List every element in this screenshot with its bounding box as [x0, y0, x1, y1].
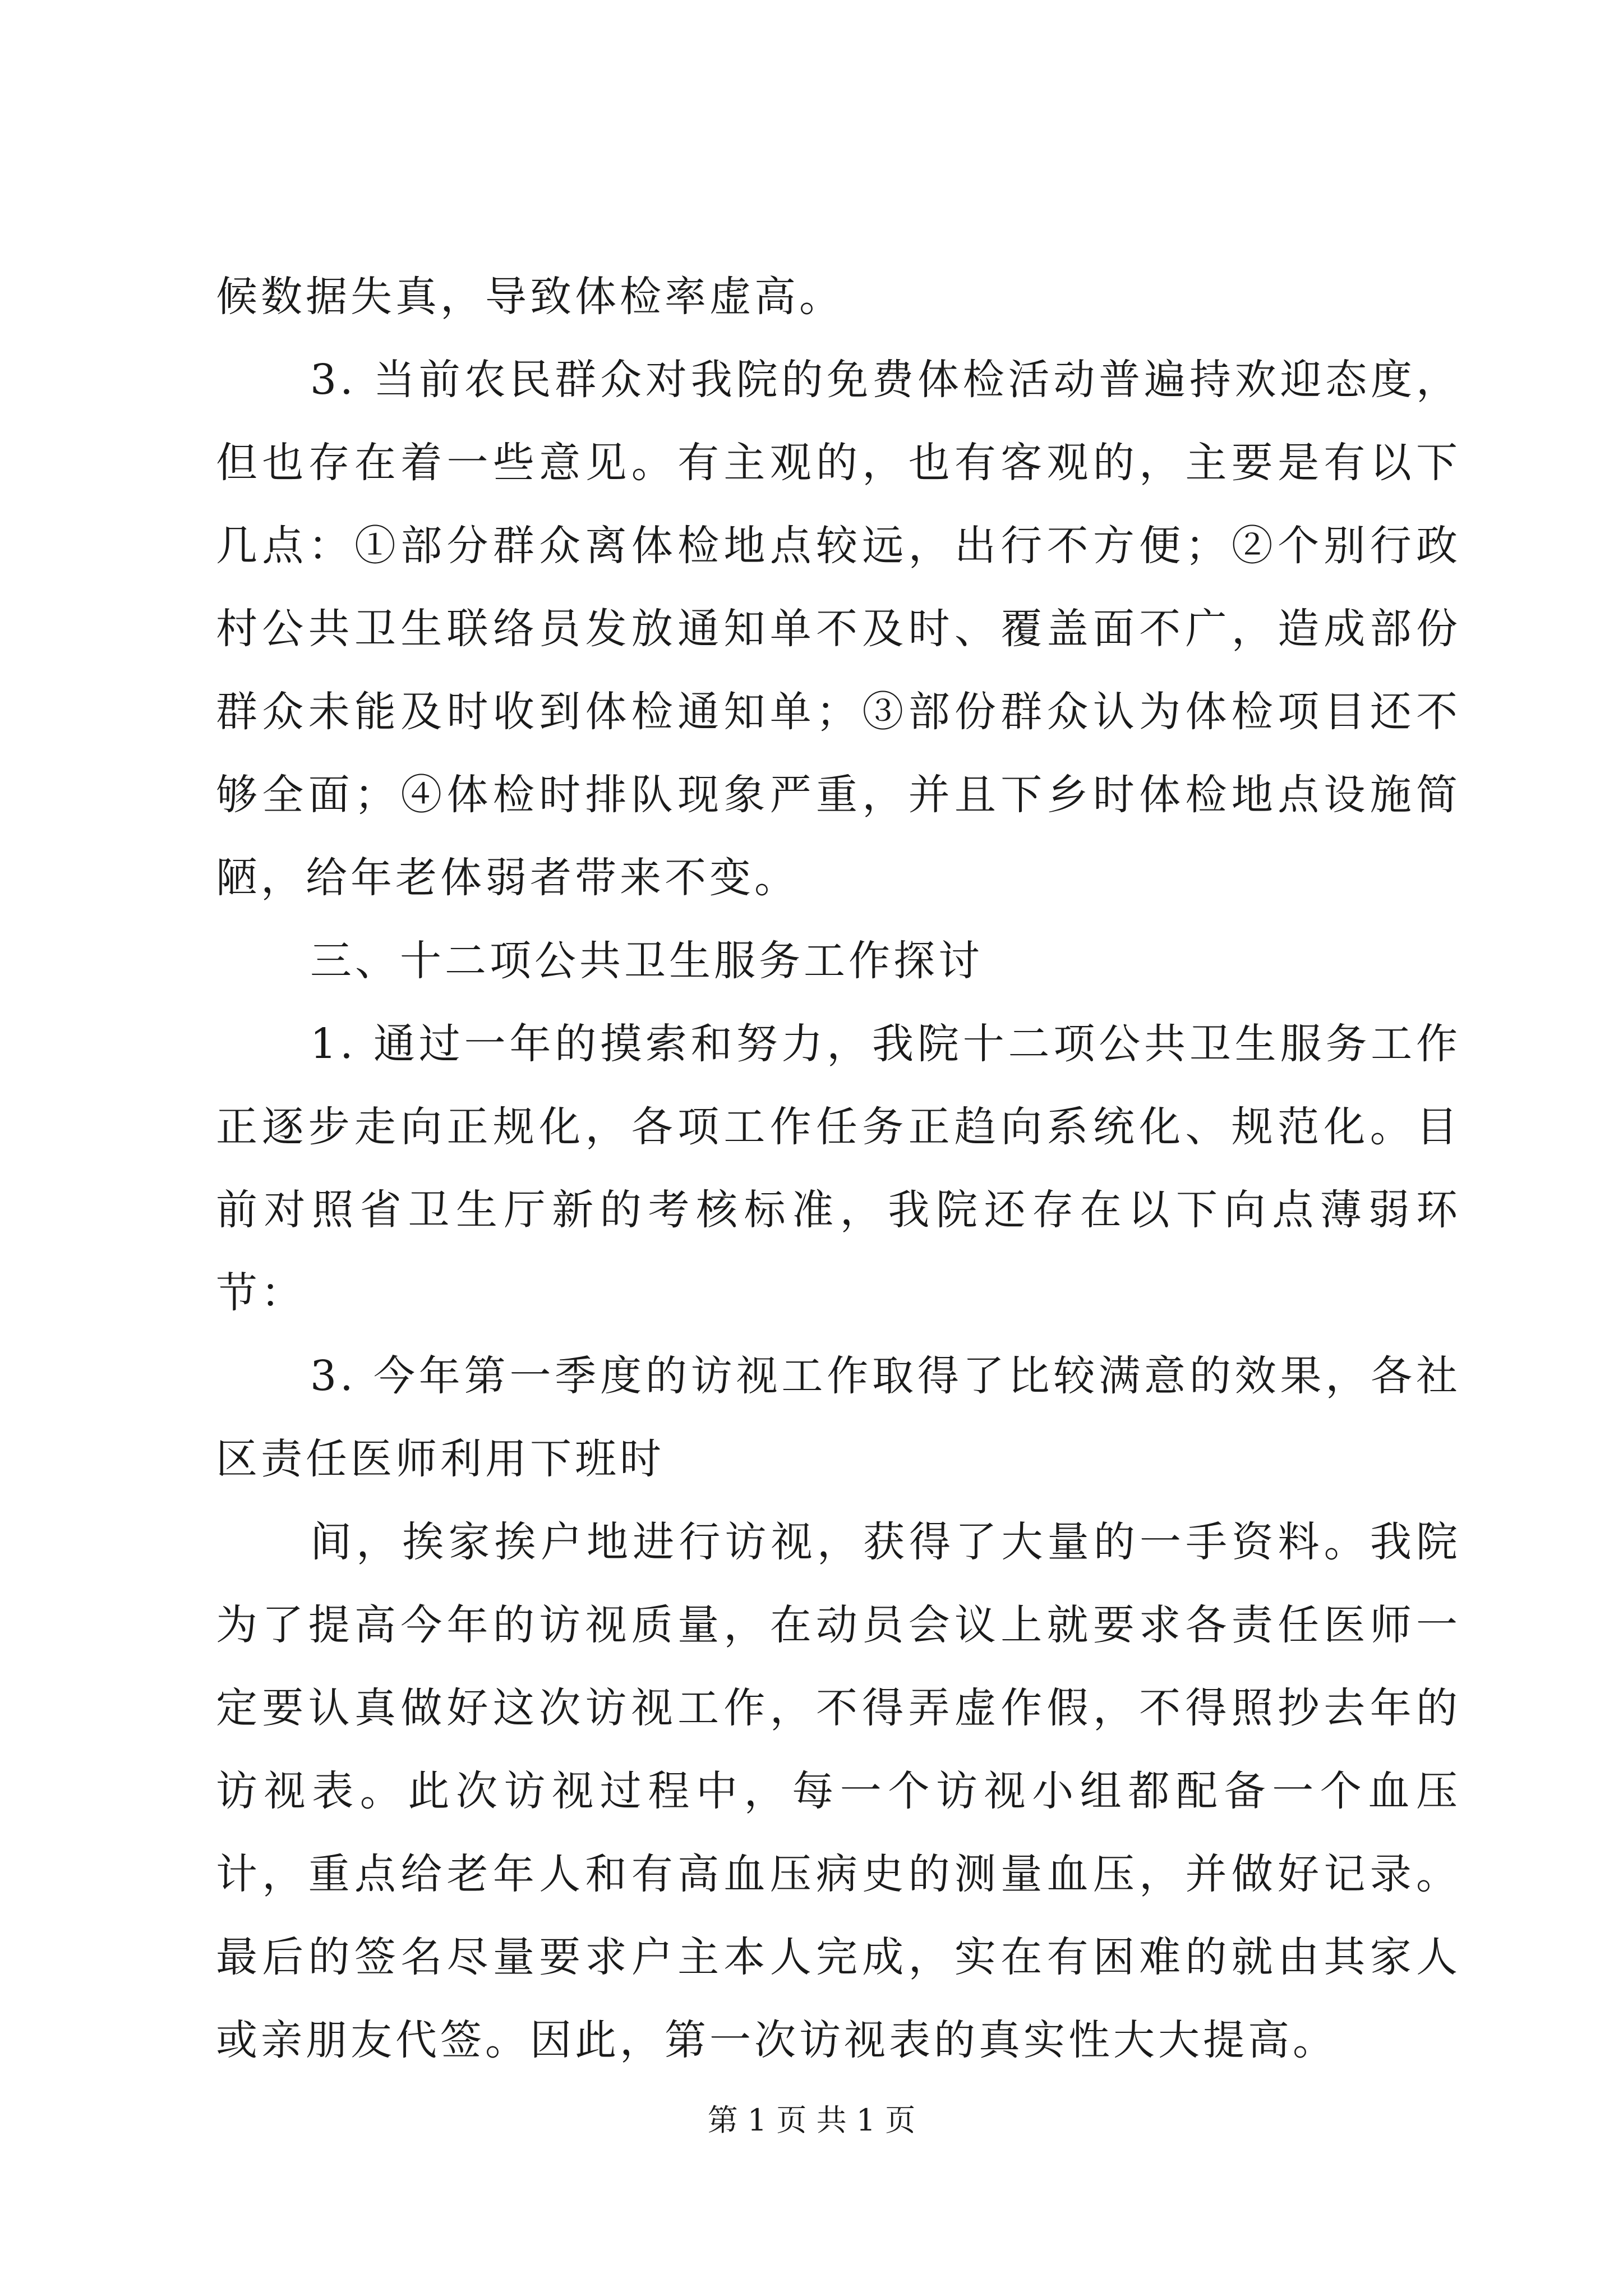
document-body — [216, 255, 1461, 2082]
paragraph-4: 3. 今年第一季度的访视工作取得了比较满意的效果，各社区责任医师利用下班时 — [216, 1352, 1461, 1483]
paragraph-5: 间，挨家挨户地进行访视，获得了大量的一手资料。我院为了提高今年的访视质量，在动员会议上就要求各责任医师一定要认真做好这次访视工作，不得弄虚作假，不得照抄去年的访视表。此次访视过程中，每一个访视小组都配备一个血压计，重点给老年人和有高血压病史的测量血压，并做好记录。最后的签名尽量要求户主本人完成，实在有困难的就由其家人或亲朋友代签。因此，第一次访视表的真实性大大提高。 — [216, 1518, 1461, 2064]
paragraph-1: 候数据失真，导致体检率虚高。 — [216, 273, 844, 321]
paragraph-3: 1. 通过一年的摸索和努力，我院十二项公共卫生服务工作正逐步走向正规化，各项工作任务正趋向系统化、规范化。目前对照省卫生厅新的考核标准，我院还存在以下向点薄弱环节： — [216, 1020, 1461, 1317]
section-heading: 三、十二项公共卫生服务工作探讨 — [310, 937, 983, 985]
page-footer: 第 1 页 共 1 页 — [707, 2102, 916, 2138]
paragraph-2: 3. 当前农民群众对我院的免费体检活动普遍持欢迎态度，但也存在着一些意见。有主观的，也有客观的，主要是有以下几点：①部分群众离体检地点较远，出行不方便；②个别行政村公共卫生联络员发放通知单不及时、覆盖面不广，造成部份群众未能及时收到体检通知单；③部份群众认为体检项目还不够全面；④体检时排队现象严重，并且下乡时体检地点设施简陋，给年老体弱者带来不变。 — [216, 356, 1461, 902]
